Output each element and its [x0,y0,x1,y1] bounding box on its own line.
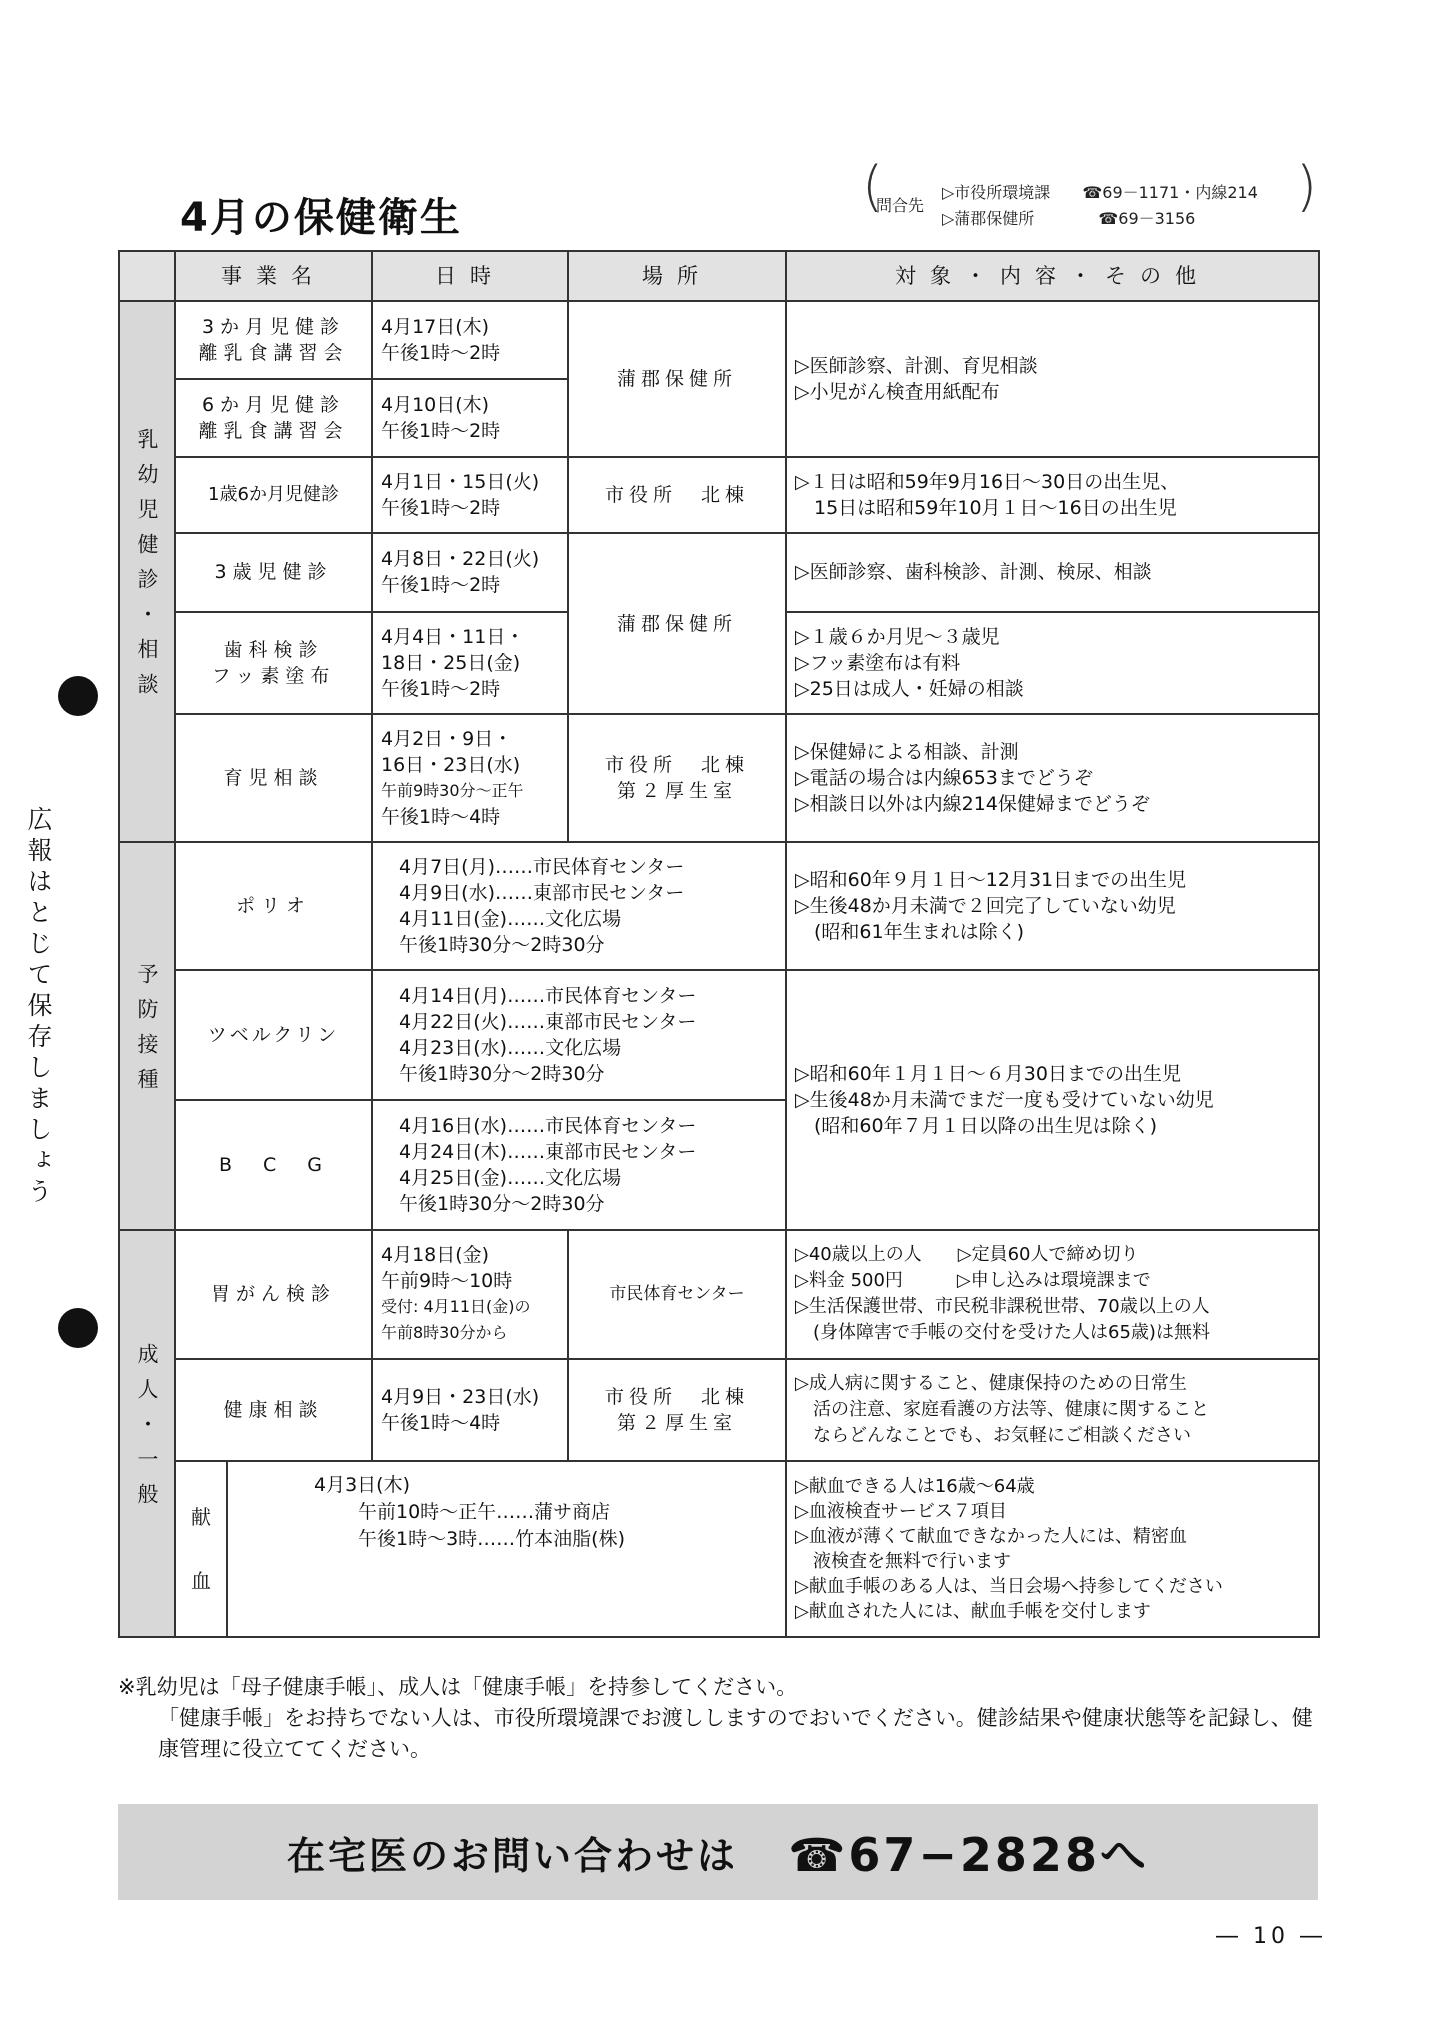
category-infant [119,301,175,842]
table-row [119,842,1319,970]
text-line: 4月9日(水)……東部市民センター [399,881,685,904]
text-line: 市役所 北棟 [604,1385,749,1408]
text-line: 3か月児健診 [201,316,346,339]
contact-phone: ☎69－3156 [1098,209,1196,228]
event-datetime [372,612,568,714]
text-line: 蒲郡保健所 [616,368,737,391]
text-line: 4月14日(月)……市民体育センター [399,985,697,1008]
text-line: 4月8日・22日(火) [381,548,540,571]
event-datetime [372,301,568,379]
text-line: 4月24日(木)……東部市民センター [399,1141,697,1164]
text-line: ▷40歳以上の人 ▷定員60人で締め切り [795,1244,1139,1266]
text-line: 血 [191,1568,211,1593]
text-line: 4月7日(月)……市民体育センター [399,855,685,878]
table-header-row [119,251,1319,301]
contact-open-paren: ( [862,155,884,218]
event-notes [786,714,1319,842]
text-line: ▷献血された人には、献血手帳を交付します [795,1600,1151,1622]
text-line: ▷献血できる人は16歳～64歳 [795,1475,1035,1497]
text-line: 午前9時30分～正午 [381,780,524,800]
text-line: ▷料金 500円 ▷申し込みは環境課まで [795,1270,1151,1292]
contact-label: 問合先 [876,196,925,215]
text-line: 4月18日(金) [381,1244,490,1267]
text-line: 市役所 北棟 [604,753,749,776]
text-line: 4月23日(水)……文化広場 [399,1037,622,1060]
category-label: 予防接種 [135,963,159,1104]
event-datetime [372,842,786,970]
text-line: 午後1時～2時 [381,420,501,443]
event-datetime [372,1359,568,1461]
text-line: 4月1日・15日(火) [381,471,540,494]
binder-hole-icon [58,676,98,716]
category-label: 成人・一般 [135,1343,159,1519]
contact-row [942,180,1258,206]
text-line: ポリオ [236,894,311,917]
text-line: 第２厚生室 [616,1411,737,1434]
table-row [119,301,1319,379]
event-place [568,457,786,533]
text-line: 午後1時～2時 [381,342,501,365]
event-datetime [372,714,568,842]
table-row [119,714,1319,842]
text-line: 午後1時30分～2時30分 [399,933,605,956]
header-cell: 日時 [372,251,568,301]
text-line: ▷25日は成人・妊婦の相談 [795,677,1024,700]
text-line: 健康相談 [223,1398,324,1421]
text-line: 15日は昭和59年10月１日～16日の出生児 [795,497,1177,520]
event-notes [786,1461,1319,1637]
table-row [119,1461,1319,1637]
event-notes [786,301,1319,457]
event-name [175,612,372,714]
text-line: ▷血液が薄くて献血できなかった人には、精密血 [795,1525,1187,1547]
text-line: ▷１歳６か月児～３歳児 [795,625,1000,648]
text-line: 市民体育センター [609,1284,745,1305]
text-line: ▷保健婦による相談、計測 [795,740,1019,763]
text-line: 4月10日(木) [381,394,490,417]
text-line: (昭和60年７月１日以降の出生児は除く) [795,1115,1158,1138]
event-datetime [372,533,568,611]
event-notes [786,1359,1319,1461]
event-name [175,714,372,842]
text-line: 4月4日・11日・ [381,625,525,648]
category-label: 乳幼児健診・相談 [135,428,159,709]
event-place [568,1230,786,1358]
banner-phone: ☎67−2828へ [788,1828,1149,1882]
text-line: 受付: 4月11日(金)の [381,1297,531,1317]
table-row [119,1230,1319,1358]
text-line: ▷成人病に関すること、健康保持のための日常生 [795,1372,1187,1394]
text-line: ▷昭和60年１月１日～６月30日までの出生児 [795,1063,1181,1086]
event-datetime [372,457,568,533]
text-line: 育児相談 [223,766,324,789]
text-line: ▷小児がん検査用紙配布 [795,381,1000,404]
text-line: ならどんなことでも、お気軽にご相談ください [795,1424,1191,1446]
text-line: 4月11日(金)……文化広場 [399,907,622,930]
home-doctor-banner [118,1804,1318,1900]
text-line: 18日・25日(金) [381,651,521,674]
blood-donation-cell [175,1461,786,1637]
text-line: 4月3日(木) [314,1473,411,1496]
text-line: ▷相談日以外は内線214保健婦までどうぞ [795,792,1150,815]
event-datetime [372,1230,568,1358]
category-vaccination [119,842,175,1231]
footnote-line: 「健康手帳」をお持ちでない人は、市役所環境課でお渡ししますのでおいでください。健診結果や健康状態等を記録し、健康管理に役立ててください。 [158,1706,1313,1761]
event-name [175,379,372,457]
event-datetime [372,970,786,1100]
event-notes [786,533,1319,611]
header-cell: 事業名 [175,251,372,301]
event-place [568,714,786,842]
text-line: 3歳児健診 [214,561,333,584]
text-line: 第２厚生室 [616,779,737,802]
header-cell: 対象・内容・その他 [786,251,1319,301]
text-line: 離乳食講習会 [198,420,349,443]
text-line: ▷生後48か月未満で２回完了していない幼児 [795,894,1176,917]
text-line: フッ素塗布 [211,664,336,687]
header-category [119,251,175,301]
table-row [119,1359,1319,1461]
text-line: 午後1時～2時 [381,497,501,520]
text-line: 献 [191,1504,211,1529]
event-name [175,301,372,379]
event-name [175,533,372,611]
footnote [118,1672,1328,1765]
text-line: 液検査を無料で行います [795,1550,1011,1572]
side-note: 広報はとじて保存しましょう [24,806,53,1209]
text-line: 4月17日(木) [381,316,490,339]
schedule-table [118,250,1320,1638]
event-name [175,970,372,1100]
contact-row [942,206,1195,232]
event-notes [786,1230,1319,1358]
table-row [119,457,1319,533]
category-adult [119,1230,175,1637]
text-line: 午後1時～3時……竹本油脂(株) [358,1527,626,1550]
event-name [175,1230,372,1358]
text-line: 4月16日(水)……市民体育センター [399,1115,697,1138]
text-line: 4月22日(火)……東部市民センター [399,1011,697,1034]
event-notes [786,970,1319,1230]
text-line: 蒲郡保健所 [616,612,737,635]
text-line: ▷電話の場合は内線653までどうぞ [795,766,1093,789]
text-line: 午後1時～2時 [381,677,501,700]
text-line: 活の注意、家庭看護の方法等、健康に関すること [795,1398,1209,1420]
event-place [568,533,786,713]
text-line: ▷フッ素塗布は有料 [795,651,961,674]
event-name [175,842,372,970]
text-line: ▷生後48か月未満でまだ一度も受けていない幼児 [795,1089,1214,1112]
contact-close-paren: ) [1296,155,1318,218]
text-line: ▷血液検査サービス７項目 [795,1500,1007,1522]
text-line: (昭和61年生まれは除く) [795,920,1025,943]
contact-office: ▷市役所環境課 [942,183,1051,202]
text-line: ▷医師診察、歯科検診、計測、検尿、相談 [795,561,1152,584]
text-line: ▷医師診察、計測、育児相談 [795,355,1038,378]
text-line: 午前8時30分から [381,1323,508,1343]
text-line: 16日・23日(水) [381,753,521,776]
text-line: 午後1時～4時 [381,1411,501,1434]
text-line: 4月2日・9日・ [381,727,513,750]
event-name [176,1462,228,1636]
table-row [119,533,1319,611]
event-name [175,1359,372,1461]
text-line: 午後1時～2時 [381,574,501,597]
header-cell: 場所 [568,251,786,301]
table-row [119,970,1319,1100]
event-notes [786,612,1319,714]
text-line: 歯科検診 [223,638,324,661]
text-line: 6か月児健診 [201,394,346,417]
text-line: ▷生活保護世帯、市民税非課税世帯、70歳以上の人 [795,1296,1210,1318]
text-line: 離乳食講習会 [198,342,349,365]
page-title: 4月の保健衛生 [180,195,462,241]
page-number: ― 10 ― [1216,1924,1326,1949]
event-datetime [228,1462,785,1636]
contact-office: ▷蒲郡保健所 [942,209,1035,228]
event-datetime [372,1100,786,1230]
text-line: ▷１日は昭和59年9月16日～30日の出生児、 [795,471,1180,494]
text-line: 4月25日(金)……文化広場 [399,1167,622,1190]
event-notes [786,457,1319,533]
contact-phone: ☎69－1171・内線214 [1082,183,1258,202]
text-line: 4月9日・23日(水) [381,1385,540,1408]
text-line: 午後1時30分～2時30分 [399,1193,605,1216]
text-line: 午前9時～10時 [381,1270,513,1293]
text-line: 1歳6か月児健診 [208,484,339,506]
text-line: (身体障害で手帳の交付を受けた人は65歳)は無料 [795,1322,1210,1344]
banner-text: 在宅医のお問い合わせは [287,1833,739,1878]
text-line: B C G [218,1154,329,1177]
event-notes [786,842,1319,970]
text-line: ▷献血手帳のある人は、当日会場へ持参してください [795,1575,1223,1597]
text-line: ▷昭和60年９月１日～12月31日までの出生児 [795,868,1187,891]
event-name [175,457,372,533]
event-place [568,301,786,457]
binder-hole-icon [58,1308,98,1348]
footnote-line: ※乳幼児は「母子健康手帳」、成人は「健康手帳」を持参してください。 [118,1675,798,1699]
text-line: 午後1時30分～2時30分 [399,1063,605,1086]
event-datetime [372,379,568,457]
event-name [175,1100,372,1230]
text-line: ツベルクリン [207,1024,340,1047]
text-line: 市役所 北棟 [604,484,749,507]
text-line: 胃がん検診 [210,1283,336,1306]
event-place [568,1359,786,1461]
text-line: 午後1時～4時 [381,805,501,828]
text-line: 午前10時～正午……蒲サ商店 [358,1500,611,1523]
